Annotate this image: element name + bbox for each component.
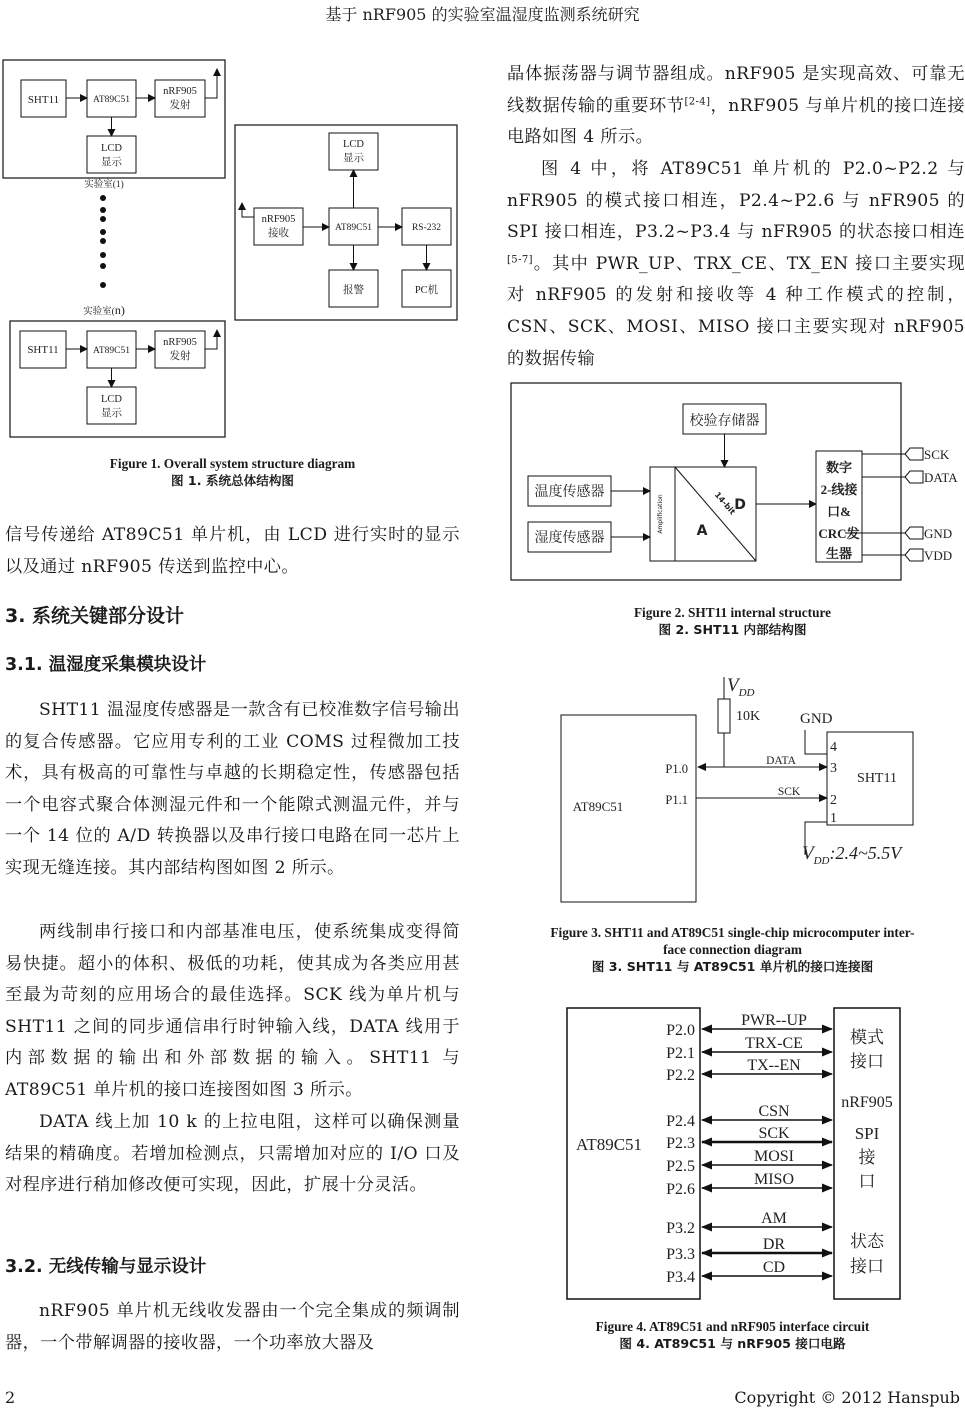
pin1-label: 1 — [830, 811, 837, 826]
monitor-center-group — [235, 125, 457, 320]
center-rx-l2: 接收 — [268, 228, 289, 239]
paragraph-pullup: DATA 线上加 10 k 的上拉电阻，这样可以确保测量结果的精确度。若增加检测点，只需增加对应的 I/O 口及对程序进行稍加修改便可实现，因此，扩展十分灵活。 — [5, 1112, 460, 1196]
center-lcd-l1: LCD — [343, 139, 364, 150]
signal-label: MOSI — [753, 1148, 795, 1165]
svg-text:口&: 口& — [827, 504, 851, 519]
pullup-resistor — [718, 699, 730, 733]
lab1-mcu: AT89C51 — [93, 95, 130, 105]
paragraph-sht11-intro: SHT11 温湿度传感器是一款含有已校准数字信号输出的复合传感器。它应用专利的工业 COMS 过程微加工技术，具有极高的可靠性与卓越的长期稳定性，传感器包括一个电容式聚合体测湿元件和一个能隙式测温元件，并与一个 14 位的 A/D 转换器以及串行接口电路在同一芯片上实现无缝连接。其内部结构图如图 2 所示。 — [5, 700, 460, 878]
svg-text:数字: 数字 — [825, 460, 853, 475]
pin2-label: 2 — [830, 793, 837, 808]
port-label: P3.4 — [666, 1269, 695, 1286]
data-label: DATA — [766, 755, 796, 767]
adc-box — [650, 467, 756, 561]
resistor-label: 10K — [736, 709, 761, 724]
paragraph-intro: 信号传递给 AT89C51 单片机，由 LCD 进行实时的显示以及通过 nRF905 传送到监控中心。 — [5, 525, 460, 577]
mode-label-l2: 接口 — [850, 1052, 884, 1071]
section-3-heading: 3. 系统关键部分设计 — [5, 605, 185, 627]
p10-label: P1.0 — [665, 762, 688, 776]
pin-gnd — [845, 526, 952, 541]
figure-4-diagram — [560, 1002, 910, 1307]
svg-text:SCK: SCK — [924, 447, 950, 462]
labn-label: 实验室(n) — [83, 303, 125, 317]
port-label: P3.2 — [666, 1220, 695, 1237]
svg-text:生器: 生器 — [825, 546, 853, 561]
supply-label: $V_{DD}:2.4\sim 5.5V$ — [802, 843, 902, 867]
pin-data — [862, 470, 958, 485]
port-label: P2.0 — [666, 1022, 695, 1039]
para6-text-a: 图 4 中，将 AT89C51 单片机的 P2.0~P2.2 与 nFR905 的模式接口相连，P2.4~P2.6 与 nFR905 的 SPI 接口相连，P3.2~P3.4 与 nFR905 的状态接口相连 — [507, 159, 965, 243]
port-label: P2.1 — [666, 1045, 695, 1062]
pin-vdd — [862, 548, 952, 563]
figure-2-diagram — [505, 380, 965, 585]
figure-4-caption — [500, 1318, 965, 1352]
citation-5-7[interactable]: [5-7] — [507, 254, 533, 266]
figure-3-caption-en-1: Figure 3. SHT11 and AT89C51 single-chip microcomputer inter- — [550, 925, 915, 940]
labn-tx-l2: 发射 — [169, 351, 191, 362]
port-label: P2.5 — [666, 1158, 695, 1175]
signal-row — [666, 1210, 832, 1237]
running-header: 基于 nRF905 的实验室温湿度监测系统研究 — [325, 5, 640, 24]
pin4-label: 4 — [830, 740, 837, 755]
svg-text:GND: GND — [924, 526, 953, 541]
para6-text-b: 。其中 PWR_UP、TRX_CE、TX_EN 接口主要实现对 nRF905 的发射和接收等 4 种工作模式的控制，CSN、SCK、MOSI、MISO 接口主要实现对 nRF905 的数据传输 — [507, 253, 965, 369]
p11-label: P1.1 — [665, 793, 688, 807]
lab1-label: 实验室(1) — [84, 180, 124, 190]
labn-tx-l1: nRF905 — [163, 337, 197, 348]
signal-row — [666, 1236, 832, 1263]
signal-row — [666, 1259, 832, 1286]
state-label-l1: 状态 — [850, 1232, 884, 1251]
mode-label-l1: 模式 — [850, 1028, 884, 1047]
gnd-label: GND — [800, 711, 833, 727]
lab1-tx-l1: nRF905 — [163, 86, 197, 97]
vdd-label: $V_{DD}$ — [727, 675, 755, 699]
signal-label: DR — [762, 1236, 786, 1253]
figure-3-diagram — [555, 665, 925, 910]
figure-1-diagram — [0, 55, 470, 445]
signal-label: MISO — [753, 1171, 795, 1188]
para5-text-a: 晶体振荡器与调节器组成。nRF905 是实现高效、可靠无线数据传输的重要环节 — [507, 64, 965, 116]
port-label: P3.3 — [666, 1246, 695, 1263]
svg-text:CRC发: CRC发 — [818, 526, 860, 541]
ellipsis-dots — [100, 195, 106, 288]
hum-sensor-label: 湿度传感器 — [534, 531, 605, 546]
labn-mcu: AT89C51 — [93, 346, 130, 356]
citation-2-4[interactable]: [2-4] — [684, 95, 711, 107]
mcu-label: AT89C51 — [572, 799, 624, 814]
temp-sensor-label: 温度传感器 — [534, 485, 605, 500]
center-pc: PC机 — [414, 285, 439, 296]
sht11-label: SHT11 — [857, 771, 897, 786]
port-label: P2.6 — [666, 1181, 695, 1198]
paragraph-nrf905-cont — [507, 59, 965, 154]
lab1-tx-l2: 发射 — [169, 100, 191, 111]
port-label: P2.3 — [666, 1135, 695, 1152]
paragraph-two-wire: 两线制串行接口和内部基准电压，使系统集成变得简易快捷。超小的体积、极低的功耗，使其成为各类应用甚至最为苛刻的应用场合的最佳选择。SCK 线为单片机与 SHT11 之间的同步通信串行时钟输入线，DATA 线用于内部数据的输出和外部数据的输入。SHT11 与 AT89C51 单片机的接口连接图如图 3 所示。 — [5, 922, 460, 1100]
figure-3-caption-zh: 图 3. SHT11 与 AT89C51 单片机的接口连接图 — [591, 959, 874, 974]
figure-3-caption — [500, 924, 965, 975]
signal-label: SCK — [758, 1125, 790, 1142]
interface-label — [818, 460, 859, 561]
paragraph-figure4-desc — [507, 154, 965, 375]
pin3-label: 3 — [830, 761, 837, 776]
signal-label: AM — [761, 1210, 787, 1227]
port-label: P2.4 — [666, 1113, 695, 1130]
lab1-lcd-l2: 显示 — [101, 157, 122, 168]
center-mcu: AT89C51 — [335, 223, 372, 233]
spi-label-l2: 接 — [858, 1148, 876, 1167]
figure-2-caption-en: Figure 2. SHT11 internal structure — [633, 605, 832, 620]
svg-text:2-线接: 2-线接 — [820, 482, 858, 497]
center-rs232: RS-232 — [411, 223, 442, 233]
signal-rows — [666, 1012, 832, 1286]
chip-label: nRF905 — [841, 1094, 893, 1111]
memory-label: 校验存储器 — [689, 414, 760, 429]
spi-label-l3: 口 — [858, 1172, 876, 1191]
lab1-lcd-l1: LCD — [101, 143, 122, 154]
center-alarm: 报警 — [343, 285, 364, 296]
copyright: Copyright © 2012 Hanspub — [734, 1388, 960, 1407]
labn-group — [10, 303, 225, 437]
figure-1-caption-en: Figure 1. Overall system structure diagram — [109, 456, 356, 471]
figure-1-caption — [0, 455, 465, 489]
amplification-label: Amplification — [657, 494, 664, 534]
center-rx-l1: nRF905 — [261, 214, 296, 225]
signal-label: TX--EN — [747, 1057, 801, 1074]
section-3-2-heading: 3.2. 无线传输与显示设计 — [5, 1257, 207, 1277]
state-label-l2: 接口 — [850, 1257, 884, 1276]
figure-2-caption — [500, 604, 965, 638]
figure-3-caption-en-2: face connection diagram — [663, 942, 802, 957]
sck-label: SCK — [777, 786, 801, 798]
paragraph-nrf905-intro: nRF905 单片机无线收发器由一个完全集成的频调制器，一个带解调器的接收器，一个功率放大器及 — [5, 1301, 460, 1353]
section-3-1-heading: 3.1. 温湿度采集模块设计 — [5, 655, 207, 675]
para5-text-b: ，nRF905 与单片机的接口连接电路如图 4 所示。 — [507, 95, 965, 148]
figure-4-caption-zh: 图 4. AT89C51 与 nRF905 接口电路 — [619, 1336, 846, 1351]
labn-sht11: SHT11 — [27, 344, 59, 356]
pin-sck — [862, 447, 950, 462]
port-label: P2.2 — [666, 1067, 695, 1084]
adc-d-label: D — [734, 497, 746, 513]
figure-2-caption-zh: 图 2. SHT11 内部结构图 — [658, 622, 807, 637]
signal-row — [666, 1103, 832, 1130]
mcu-label: AT89C51 — [575, 1135, 643, 1154]
signal-row — [666, 1171, 832, 1198]
figure-1-caption-zh: 图 1. 系统总体结构图 — [170, 473, 295, 488]
svg-text:VDD: VDD — [924, 548, 953, 563]
lab1-sht11: SHT11 — [27, 94, 60, 106]
signal-label: PWR--UP — [741, 1012, 807, 1029]
signal-label: CD — [762, 1259, 786, 1276]
svg-text:DATA: DATA — [924, 470, 958, 485]
page-number: 2 — [5, 1388, 16, 1407]
signal-row — [666, 1148, 832, 1175]
adc-a-label: A — [696, 523, 708, 539]
labn-lcd-l2: 显示 — [101, 408, 122, 419]
adc-bits-label: 14-bit — [712, 490, 738, 517]
signal-label: CSN — [758, 1103, 790, 1120]
spi-label-l1: SPI — [854, 1124, 880, 1143]
lab1-group — [3, 60, 225, 190]
signal-label: TRX-CE — [745, 1035, 803, 1052]
figure-4-caption-en: Figure 4. AT89C51 and nRF905 interface circuit — [595, 1319, 870, 1334]
labn-lcd-l1: LCD — [101, 394, 122, 405]
center-lcd-l2: 显示 — [343, 153, 364, 164]
